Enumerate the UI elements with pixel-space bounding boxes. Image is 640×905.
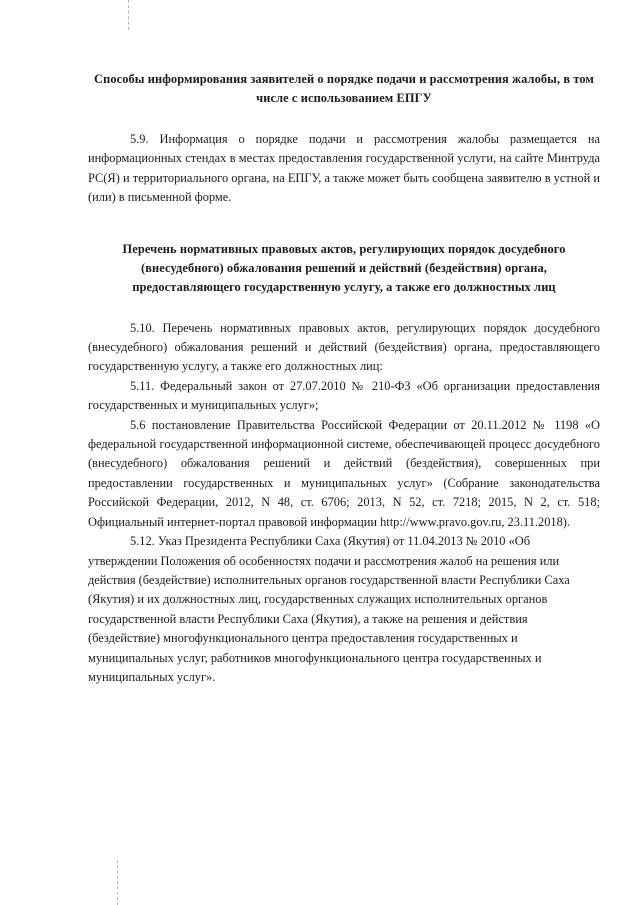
- paragraph-5-11: 5.11. Федеральный закон от 27.07.2010 № 210-ФЗ «Об организации предоставления государственных и муниципальных услуг»;: [88, 378, 600, 413]
- paragraph-5-10: 5.10. Перечень нормативных правовых актов, регулирующих порядок досудебного (внесудебного) обжалования решений и действий (бездействия) органа, предоставляющего государственную услугу, а также его должностных лиц:: [88, 320, 600, 374]
- section-heading-informing: Способы информирования заявителей о порядке подачи и рассмотрения жалобы, в том числе с использованием ЕПГУ: [94, 72, 594, 105]
- paragraph-5-6: 5.6 постановление Правительства Российской Федерации от 20.11.2012 № 1198 «О федеральной государственной информационной системе, обеспечивающей процесс досудебного (внесудебного) обжалования решений и действий (бездействия), совершенных при предоставлении государственных и муниципальных услуг» (Собрание законодательства Российской Федерации, 2012, N 48, ст. 6706; 2013, N 52, ст. 7218; 2015, N 2, ст. 518; Официальный интернет-портал правовой информации http://www.pravo.gov.ru, 23.11.2018).: [88, 417, 600, 529]
- paragraph-5-12: 5.12. Указ Президента Республики Саха (Якутия) от 11.04.2013 № 2010 «Об утверждении Положения об особенностях подачи и рассмотрения жалоб на решения или действия (бездействие) исполнительных органов государственной власти Республики Саха (Якутия) и их должностных лиц, государственных служащих исполнительных органов государственной власти Республики Саха (Якутия), а также на решения и действия (бездействие) многофункционального центра предоставления государственных и муниципальных услуг, работников многофункционального центра государственных и муниципальных услуг».: [88, 534, 570, 684]
- paragraph-5-9: 5.9. Информация о порядке подачи и рассмотрения жалобы размещается на информационных стендах в местах предоставления государственной услуги, на сайте Минтруда РС(Я) и территориального органа, на ЕПГУ, а также может быть сообщена заявителю в устной и (или) в письменной форме.: [88, 132, 600, 205]
- document-body: [88, 70, 600, 687]
- margin-line-top: [128, 0, 129, 30]
- section-heading-legal-acts: Перечень нормативных правовых актов, регулирующих порядок досудебного (внесудебного) обжалования решений и действий (бездействия) органа, предоставляющего государственную услугу, а также его должностных лиц: [122, 241, 566, 294]
- margin-line-bottom: [117, 860, 118, 905]
